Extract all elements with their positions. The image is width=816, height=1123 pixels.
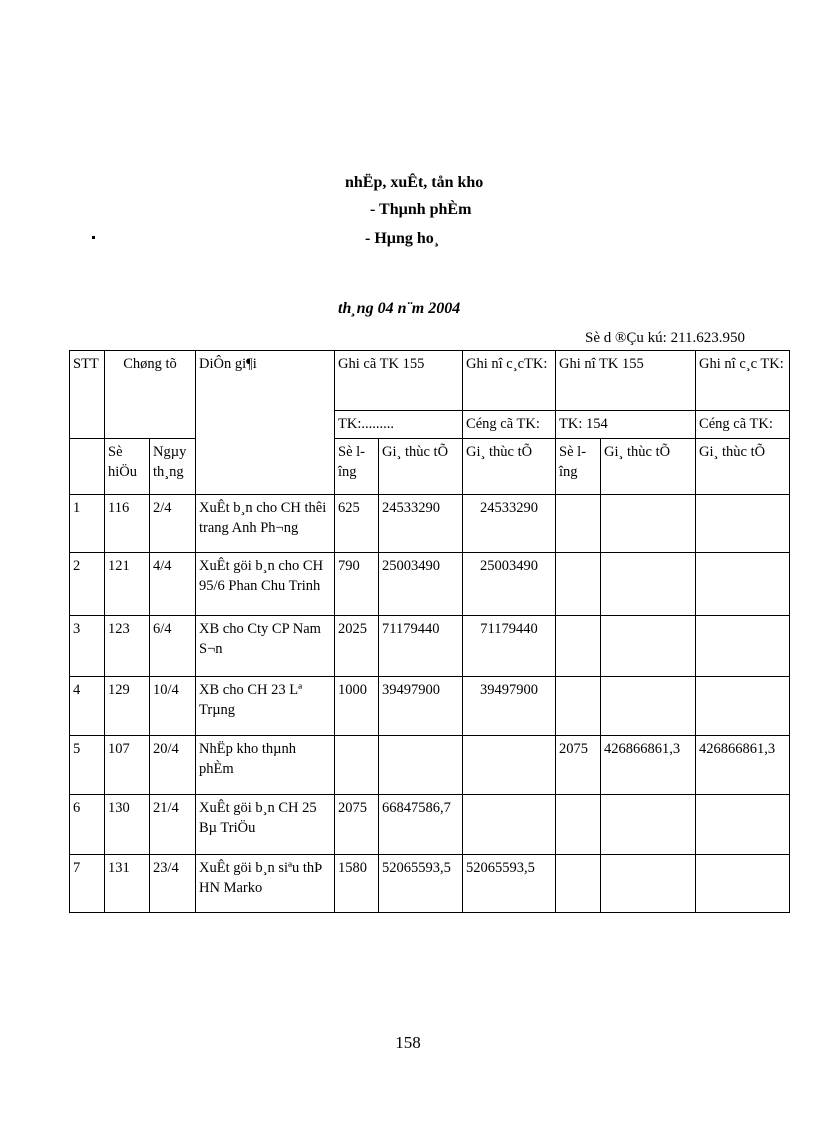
header-dien-giai: DiÔn gi¶i bbox=[196, 351, 335, 495]
cell-gia-thuc-te-2 bbox=[463, 795, 556, 855]
cell-dien-giai: XuÊt göi b¸n siªu thÞ HN Marko bbox=[196, 855, 335, 913]
cell-so-luong-1: 1580 bbox=[335, 855, 379, 913]
table-row bbox=[70, 495, 790, 553]
cell-so-hieu: 121 bbox=[105, 553, 150, 616]
header-gia-thuc-te-1: Gi¸ thùc tÕ bbox=[379, 439, 463, 495]
cell-stt: 1 bbox=[70, 495, 105, 553]
cell-ngay: 10/4 bbox=[150, 677, 196, 736]
cell-ngay: 20/4 bbox=[150, 736, 196, 795]
cell-so-luong-1 bbox=[335, 736, 379, 795]
cell-gia-thuc-te-2 bbox=[463, 736, 556, 795]
table-row bbox=[70, 616, 790, 677]
cell-gia-thuc-te-2: 39497900 bbox=[463, 677, 556, 736]
header-gia-thuc-te-2: Gi¸ thùc tÕ bbox=[463, 439, 556, 495]
table-row bbox=[70, 553, 790, 616]
title-line-1: nhËp, xuÊt, tån kho bbox=[345, 174, 484, 191]
cell-so-luong-2 bbox=[556, 495, 601, 553]
header-ngay-thang: Ngµy th¸ng bbox=[150, 439, 196, 495]
cell-so-hieu: 107 bbox=[105, 736, 150, 795]
header-cong-co-tk-2: Céng cã TK: bbox=[696, 411, 790, 439]
cell-so-hieu: 130 bbox=[105, 795, 150, 855]
cell-dien-giai: XuÊt b¸n cho CH thêi trang Anh Ph¬ng bbox=[196, 495, 335, 553]
cell-so-hieu: 129 bbox=[105, 677, 150, 736]
cell-gia-thuc-te-1: 71179440 bbox=[379, 616, 463, 677]
cell-gia-thuc-te-1: 66847586,7 bbox=[379, 795, 463, 855]
cell-gia-thuc-te-4 bbox=[696, 495, 790, 553]
cell-gia-thuc-te-4: 426866861,3 bbox=[696, 736, 790, 795]
cell-gia-thuc-te-4 bbox=[696, 677, 790, 736]
cell-gia-thuc-te-1: 24533290 bbox=[379, 495, 463, 553]
cell-stt: 3 bbox=[70, 616, 105, 677]
header-so-luong-2: Sè lîng bbox=[556, 439, 601, 495]
header-ghi-co-155: Ghi cã TK 155 bbox=[335, 351, 463, 411]
cell-gia-thuc-te-4 bbox=[696, 855, 790, 913]
cell-gia-thuc-te-1: 52065593,5 bbox=[379, 855, 463, 913]
cell-gia-thuc-te-2: 25003490 bbox=[463, 553, 556, 616]
header-tk-154: TK: 154 bbox=[556, 411, 696, 439]
table-row bbox=[70, 736, 790, 795]
cell-gia-thuc-te-3 bbox=[601, 855, 696, 913]
page-number: 158 bbox=[395, 1033, 421, 1052]
ledger-table bbox=[69, 350, 790, 913]
header-ghi-no-cac-tk-1: Ghi nî c¸cTK: bbox=[463, 351, 556, 411]
cell-stt: 6 bbox=[70, 795, 105, 855]
cell-so-luong-2 bbox=[556, 677, 601, 736]
cell-so-luong-2: 2075 bbox=[556, 736, 601, 795]
cell-gia-thuc-te-3 bbox=[601, 495, 696, 553]
header-chung-tu: Chøng tõ bbox=[105, 351, 196, 439]
cell-gia-thuc-te-2: 52065593,5 bbox=[463, 855, 556, 913]
cell-dien-giai: XuÊt göi b¸n cho CH 95/6 Phan Chu Trinh bbox=[196, 553, 335, 616]
table-row bbox=[70, 855, 790, 913]
cell-dien-giai: XuÊt göi b¸n CH 25 Bµ TriÖu bbox=[196, 795, 335, 855]
header-gia-thuc-te-3: Gi¸ thùc tÕ bbox=[601, 439, 696, 495]
cell-so-luong-1: 2075 bbox=[335, 795, 379, 855]
cell-so-luong-1: 790 bbox=[335, 553, 379, 616]
cell-stt: 4 bbox=[70, 677, 105, 736]
cell-ngay: 23/4 bbox=[150, 855, 196, 913]
bullet-dot bbox=[92, 236, 95, 239]
header-so-luong-1: Sè lîng bbox=[335, 439, 379, 495]
cell-so-hieu: 131 bbox=[105, 855, 150, 913]
cell-gia-thuc-te-1: 25003490 bbox=[379, 553, 463, 616]
cell-gia-thuc-te-3: 426866861,3 bbox=[601, 736, 696, 795]
cell-ngay: 4/4 bbox=[150, 553, 196, 616]
cell-gia-thuc-te-1: 39497900 bbox=[379, 677, 463, 736]
header-cong-co-tk-1: Céng cã TK: bbox=[463, 411, 556, 439]
cell-so-hieu: 123 bbox=[105, 616, 150, 677]
header-so-hieu: Sè hiÖu bbox=[105, 439, 150, 495]
cell-dien-giai: XB cho Cty CP Nam S¬n bbox=[196, 616, 335, 677]
cell-stt: 2 bbox=[70, 553, 105, 616]
header-ghi-no-cac-tk-2: Ghi nî c¸c TK: bbox=[696, 351, 790, 411]
cell-gia-thuc-te-2: 71179440 bbox=[463, 616, 556, 677]
cell-dien-giai: XB cho CH 23 Lª Trµng bbox=[196, 677, 335, 736]
cell-gia-thuc-te-2: 24533290 bbox=[463, 495, 556, 553]
cell-so-luong-1: 1000 bbox=[335, 677, 379, 736]
cell-gia-thuc-te-3 bbox=[601, 616, 696, 677]
cell-stt: 7 bbox=[70, 855, 105, 913]
header-empty-stt bbox=[70, 439, 105, 495]
title-line-3: - Hµng ho¸ bbox=[365, 230, 440, 247]
cell-gia-thuc-te-1 bbox=[379, 736, 463, 795]
cell-so-luong-2 bbox=[556, 795, 601, 855]
cell-so-luong-2 bbox=[556, 553, 601, 616]
cell-gia-thuc-te-3 bbox=[601, 553, 696, 616]
table-row bbox=[70, 795, 790, 855]
header-stt: STT bbox=[70, 351, 105, 439]
cell-ngay: 6/4 bbox=[150, 616, 196, 677]
cell-gia-thuc-te-4 bbox=[696, 795, 790, 855]
table-row bbox=[70, 677, 790, 736]
cell-so-luong-2 bbox=[556, 855, 601, 913]
opening-balance: Sè d ®Çu kú: 211.623.950 bbox=[585, 330, 746, 346]
period-title: th¸ng 04 n¨m 2004 bbox=[338, 300, 461, 317]
cell-so-hieu: 116 bbox=[105, 495, 150, 553]
header-tk-dots: TK:......... bbox=[335, 411, 463, 439]
cell-gia-thuc-te-4 bbox=[696, 616, 790, 677]
cell-gia-thuc-te-4 bbox=[696, 553, 790, 616]
cell-gia-thuc-te-3 bbox=[601, 795, 696, 855]
title-line-2: - Thµnh phÈm bbox=[370, 201, 472, 218]
cell-ngay: 21/4 bbox=[150, 795, 196, 855]
header-gia-thuc-te-4: Gi¸ thùc tÕ bbox=[696, 439, 790, 495]
cell-stt: 5 bbox=[70, 736, 105, 795]
cell-gia-thuc-te-3 bbox=[601, 677, 696, 736]
cell-so-luong-1: 625 bbox=[335, 495, 379, 553]
cell-so-luong-2 bbox=[556, 616, 601, 677]
cell-ngay: 2/4 bbox=[150, 495, 196, 553]
header-ghi-no-155: Ghi nî TK 155 bbox=[556, 351, 696, 411]
cell-dien-giai: NhËp kho thµnh phÈm bbox=[196, 736, 335, 795]
cell-so-luong-1: 2025 bbox=[335, 616, 379, 677]
